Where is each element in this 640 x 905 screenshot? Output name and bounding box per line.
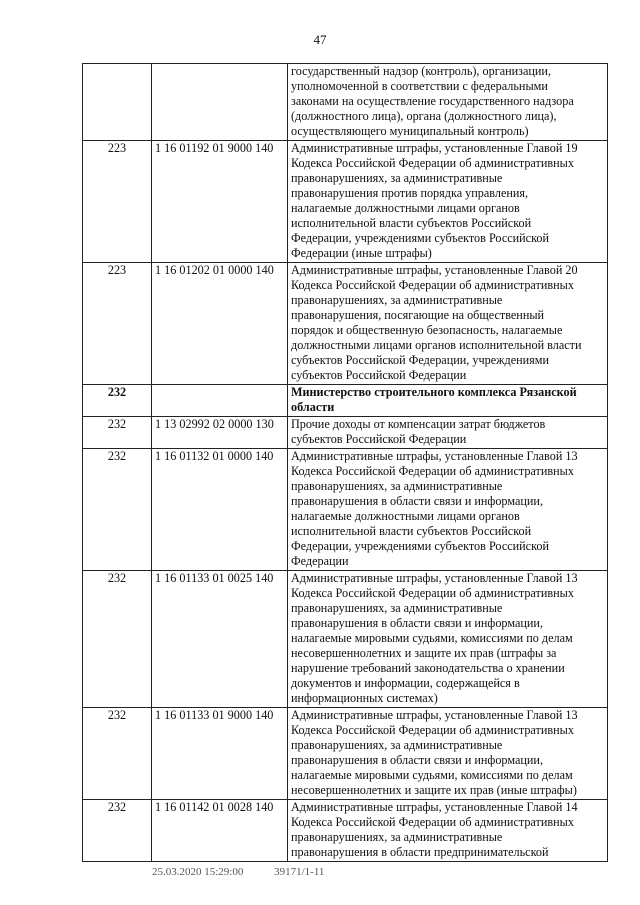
revenue-code-cell: 1 13 02992 02 0000 130 [152,417,288,449]
description-line: Федерации (иные штрафы) [291,246,432,260]
description-line: Федерации, учреждениями субъектов Российской [291,539,550,553]
description-cell [288,141,608,263]
table-row [83,263,608,385]
description-line: налагаемые мировыми судьями, комиссиями по делам [291,768,573,782]
admin-code-cell: 232 [83,708,152,800]
description-line: правонарушения против порядка управления, [291,186,529,200]
revenue-code-cell: 1 16 01202 01 0000 140 [152,263,288,385]
description-line: документов и информации, содержащейся в [291,676,520,690]
description-line: правонарушения в области связи и информации, [291,616,543,630]
description-line: налагаемые должностными лицами органов [291,509,520,523]
description-line: Федерации, учреждениями субъектов Российской [291,231,550,245]
description-cell [288,708,608,800]
description-cell [288,800,608,862]
description-line: порядок и общественную безопасность, налагаемые [291,323,563,337]
revenue-code-cell [152,64,288,141]
description-line: Административные штрафы, установленные Главой 13 [291,708,578,722]
description-line: Административные штрафы, установленные Главой 13 [291,571,578,585]
description-line: налагаемые должностными лицами органов [291,201,520,215]
table-row [83,800,608,862]
description-line: Административные штрафы, установленные Главой 13 [291,449,578,463]
description-line: Кодекса Российской Федерации об административных [291,278,574,292]
description-cell [288,385,608,417]
page-number: 47 [313,32,327,47]
table-row [83,449,608,571]
description-line: Кодекса Российской Федерации об административных [291,156,574,170]
table-row [83,64,608,141]
description-line: Кодекса Российской Федерации об административных [291,586,574,600]
revenue-code-cell: 1 16 01132 01 0000 140 [152,449,288,571]
description-line: правонарушения в области связи и информации, [291,753,543,767]
description-line: правонарушениях, за административные [291,293,503,307]
admin-code-cell: 223 [83,263,152,385]
revenue-code-cell: 1 16 01133 01 9000 140 [152,708,288,800]
table-row [83,708,608,800]
footer-doc-id: 39171/1-11 [274,866,325,878]
description-line: правонарушения в области предпринимательской [291,845,549,859]
description-cell [288,263,608,385]
footer-timestamp: 25.03.2020 15:29:00 [152,866,244,878]
description-line: несовершеннолетних и защите их прав (иные штрафы) [291,783,577,797]
description-line: исполнительной власти субъектов Российской [291,524,532,538]
description-line: правонарушениях, за административные [291,479,503,493]
description-line: правонарушениях, за административные [291,738,503,752]
table-row [83,417,608,449]
description-line: Министерство строительного комплекса Рязанской [291,385,577,399]
description-line: Административные штрафы, установленные Главой 20 [291,263,578,277]
description-line: субъектов Российской Федерации [291,432,467,446]
table-body [83,64,608,862]
table-row [83,385,608,417]
description-cell [288,571,608,708]
document-footer [152,866,352,878]
revenue-code-cell: 1 16 01142 01 0028 140 [152,800,288,862]
description-cell [288,449,608,571]
description-line: несовершеннолетних и защите их прав (штрафы за [291,646,557,660]
description-line: уполномоченной в соответствии с федеральными [291,79,548,93]
admin-code-cell: 232 [83,417,152,449]
description-line: правонарушениях, за административные [291,601,503,615]
description-line: информационных системах) [291,691,438,705]
description-line: правонарушениях, за административные [291,171,503,185]
table-row [83,141,608,263]
description-line: Кодекса Российской Федерации об административных [291,464,574,478]
description-line: нарушение требований законодательства о хранении [291,661,565,675]
description-line: субъектов Российской Федерации [291,368,467,382]
revenue-code-cell: 1 16 01133 01 0025 140 [152,571,288,708]
description-line: Кодекса Российской Федерации об административных [291,723,574,737]
admin-code-cell: 232 [83,385,152,417]
description-line: Кодекса Российской Федерации об административных [291,815,574,829]
description-line: осуществляющего муниципальный контроль) [291,124,529,138]
description-line: правонарушения в области связи и информации, [291,494,543,508]
description-line: Федерации [291,554,349,568]
description-line: правонарушения, посягающие на общественный [291,308,545,322]
admin-code-cell: 223 [83,141,152,263]
description-line: должностными лицами органов исполнительной власти [291,338,582,352]
revenue-code-cell: 1 16 01192 01 9000 140 [152,141,288,263]
admin-code-cell [83,64,152,141]
description-line: Прочие доходы от компенсации затрат бюджетов [291,417,546,431]
admin-code-cell: 232 [83,800,152,862]
description-cell [288,64,608,141]
admin-code-cell: 232 [83,571,152,708]
description-line: налагаемые мировыми судьями, комиссиями по делам [291,631,573,645]
description-line: законами на осуществление государственного надзора [291,94,574,108]
description-line: (должностного лица), органа (должностного лица), [291,109,557,123]
description-line: Административные штрафы, установленные Главой 14 [291,800,578,814]
description-line: правонарушениях, за административные [291,830,503,844]
revenue-code-cell [152,385,288,417]
description-line: Административные штрафы, установленные Главой 19 [291,141,578,155]
description-line: государственный надзор (контроль), организации, [291,64,552,78]
admin-code-cell: 232 [83,449,152,571]
table-row [83,571,608,708]
revenue-codes-table [82,63,608,862]
description-line: субъектов Российской Федерации, учреждениями [291,353,550,367]
description-cell [288,417,608,449]
description-line: исполнительной власти субъектов Российской [291,216,532,230]
description-line: области [291,400,335,414]
